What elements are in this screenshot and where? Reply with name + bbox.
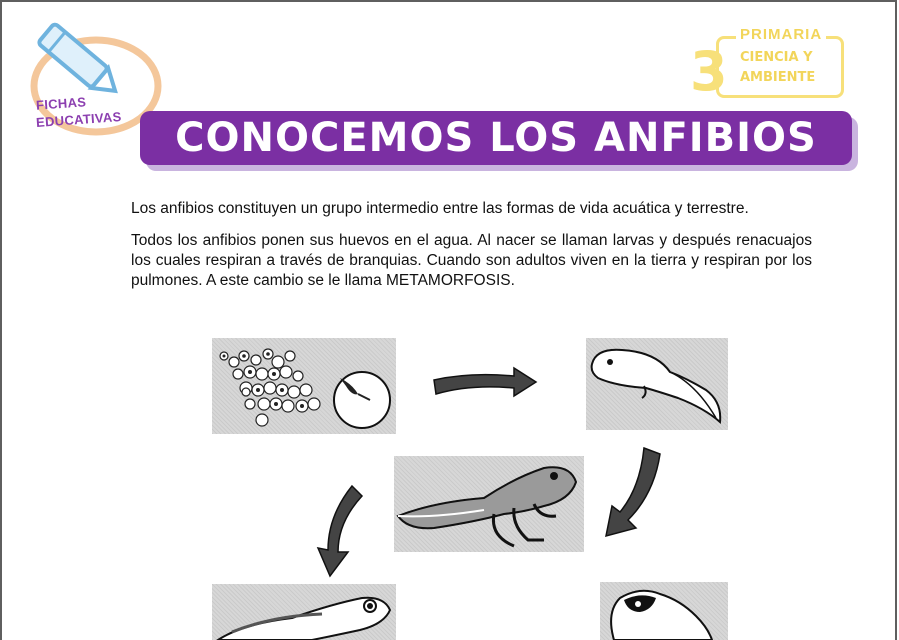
- badge-subject-line2: AMBIENTE: [740, 70, 816, 85]
- grade-number: 3: [690, 40, 728, 103]
- frog-eggs-illustration: [212, 338, 396, 434]
- arrow-down-icon: [316, 482, 366, 578]
- page-title: CONOCEMOS LOS ANFIBIOS: [175, 115, 817, 161]
- badge-level: PRIMARIA: [736, 26, 826, 43]
- frog-front-illustration: [600, 582, 728, 640]
- eggs-icon: [212, 338, 396, 434]
- adult-frog-illustration: [212, 584, 396, 640]
- badge-subject-line1: CIENCIA Y: [740, 50, 813, 65]
- tadpole-illustration: [586, 338, 728, 430]
- intro-paragraph: Los anfibios constituyen un grupo intermedio entre las formas de vida acuática y terrestre.: [131, 200, 749, 217]
- arrow-down-left-icon: [600, 444, 666, 540]
- frog-icon: [212, 584, 396, 640]
- logo-text-line1: FICHAS: [35, 94, 87, 113]
- logo-text-line2: EDUCATIVAS: [35, 109, 122, 130]
- tadpole-icon: [586, 338, 728, 430]
- froglet-illustration: [394, 456, 584, 552]
- metamorphosis-paragraph: Todos los anfibios ponen sus huevos en el agua. Al nacer se llaman larvas y después renacuajos los cuales respiran a través de branquias. Cuando son adultos viven en la tierra y respiran por los pulmones. A este cambio se le llama METAMORFOSIS.: [131, 232, 812, 289]
- title-banner: [140, 111, 852, 165]
- arrow-right-icon: [430, 362, 540, 402]
- badge-frame: [716, 36, 844, 98]
- grade-badge: [688, 28, 848, 106]
- frog-front-icon: [600, 582, 728, 640]
- froglet-icon: [394, 456, 584, 552]
